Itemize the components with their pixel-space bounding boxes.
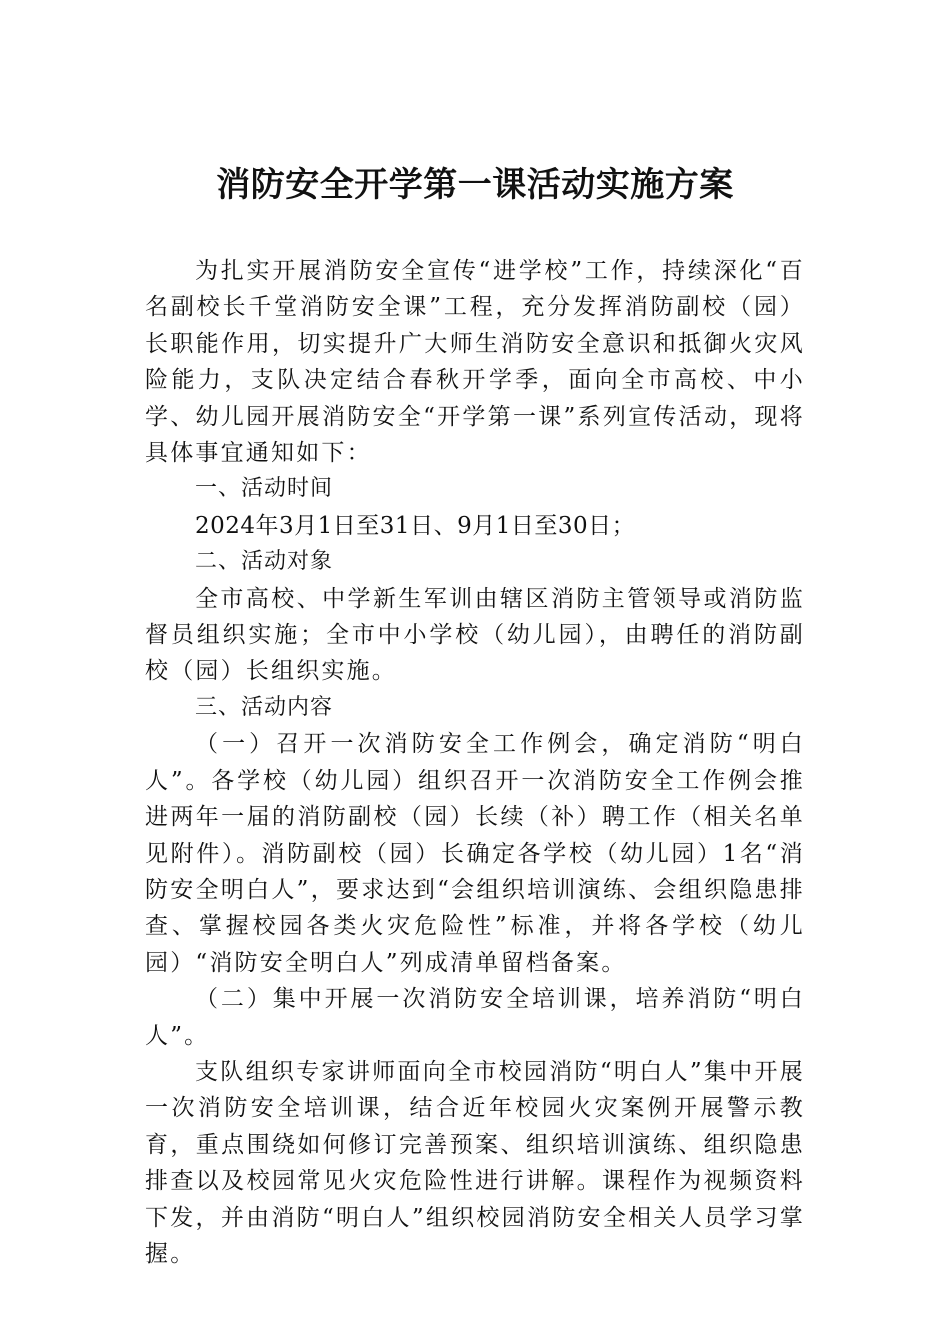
activity-target-text: 全市高校、中学新生军训由辖区消防主管领导或消防监督员组织实施；全市中小学校（幼儿园），由聘任的消防副校（园）长组织实施。 [145,585,805,685]
document-body [145,253,805,1272]
section-heading-target: 二、活动对象 [195,549,334,575]
content-item-1: （一）召开一次消防安全工作例会，确定消防“明白人”。各学校（幼儿园）组织召开一次消防安全工作例会推进两年一届的消防副校（园）长续（补）聘工作（相关名单见附件）。消防副校（园）长确定各学校（幼儿园）1名“消防安全明白人”，要求达到“会组织培训演练、会组织隐患排查、掌握校园各类火灾危险性”标准，并将各学校（幼儿园）“消防安全明白人”列成清单留档备案。 [145,731,805,976]
activity-time-text: 2024年3月1日至31日、9月1日至30日； [195,512,636,539]
content-item-2-detail: 支队组织专家讲师面向全市校园消防“明白人”集中开展一次消防安全培训课，结合近年校园火灾案例开展警示教育，重点围绕如何修订完善预案、组织培训演练、组织隐患排查以及校园常见火灾危险性进行讲解。课程作为视频资料下发，并由消防“明白人”组织校园消防安全相关人员学习掌握。 [145,1058,805,1267]
intro-paragraph: 为扎实开展消防安全宣传“进学校”工作，持续深化“百名副校长千堂消防安全课”工程，充分发挥消防副校（园）长职能作用，切实提升广大师生消防安全意识和抵御火灾风险能力，支队决定结合春秋开学季，面向全市高校、中小学、幼儿园开展消防安全“开学第一课”系列宣传活动，现将具体事宜通知如下： [145,258,805,467]
content-item-2: （二）集中开展一次消防安全培训课，培养消防“明白人”。 [145,986,805,1049]
section-heading-time: 一、活动时间 [195,476,334,502]
section-heading-content: 三、活动内容 [195,694,334,720]
document-title: 消防安全开学第一课活动实施方案 [216,165,734,205]
